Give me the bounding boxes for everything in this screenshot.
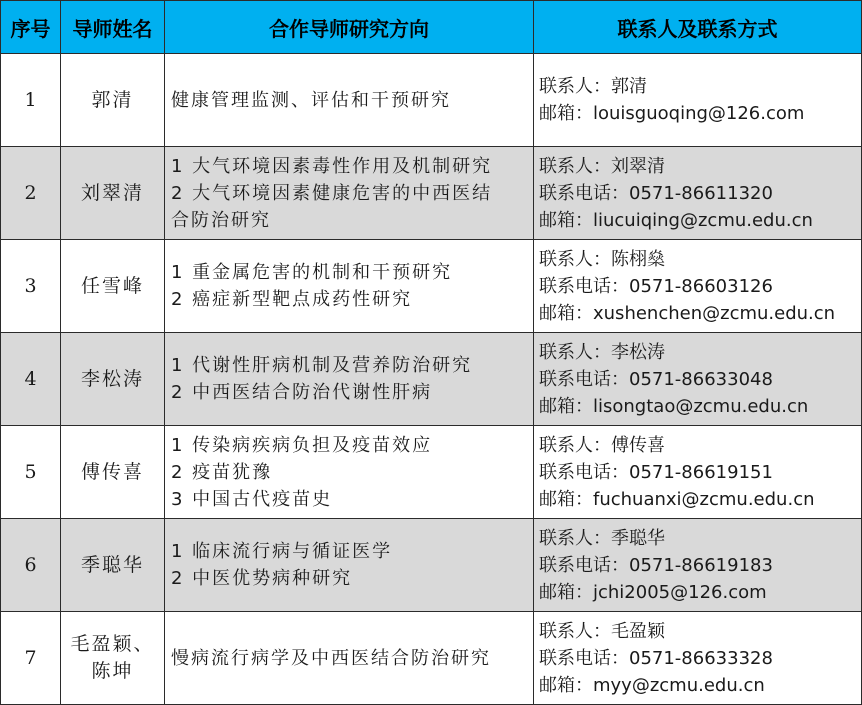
contact-info — [534, 147, 862, 240]
row-number: 5 — [1, 426, 61, 519]
research-direction — [165, 54, 534, 147]
table-row — [1, 519, 862, 612]
contact-line: 联系电话：0571-86619151 — [539, 461, 773, 483]
research-direction-line: 3 中国古代疫苗史 — [171, 488, 333, 510]
contact-line: 联系人：陈栩燊 — [539, 248, 665, 270]
table-body — [1, 54, 862, 705]
research-direction-line: 2 中医优势病种研究 — [171, 568, 353, 589]
header-name: 导师姓名 — [61, 1, 165, 54]
contact-line: 联系电话：0571-86603126 — [539, 275, 773, 297]
supervisor-name — [61, 426, 165, 519]
research-direction — [165, 333, 534, 426]
row-number: 4 — [1, 333, 61, 426]
contact-info — [534, 612, 862, 705]
supervisor-name-line: 陈坤 — [91, 660, 134, 682]
contact-line: 邮箱：fuchuanxi@zcmu.edu.cn — [539, 488, 815, 510]
supervisor-name-line: 季聪华 — [80, 553, 144, 576]
research-direction-line: 1 代谢性肝病机制及营养防治研究 — [171, 355, 473, 376]
contact-line: 邮箱：myy@zcmu.edu.cn — [539, 674, 765, 696]
contact-info — [534, 519, 862, 612]
contact-line: 邮箱：jchi2005@126.com — [539, 581, 767, 603]
contact-line: 邮箱：louisguoqing@126.com — [539, 103, 805, 124]
contact-line: 邮箱：lisongtao@zcmu.edu.cn — [539, 395, 809, 417]
supervisor-name-line: 刘翠清 — [80, 181, 144, 204]
table-row — [1, 612, 862, 705]
contact-line: 联系人：李松涛 — [539, 341, 665, 363]
contact-line: 联系人：郭清 — [539, 76, 647, 97]
contact-line: 联系人：傅传喜 — [539, 434, 665, 456]
research-direction-line: 2 中西医结合防治代谢性肝病 — [171, 382, 433, 403]
contact-line: 联系人：刘翠清 — [539, 155, 665, 177]
research-direction — [165, 240, 534, 333]
research-direction — [165, 612, 534, 705]
row-number: 6 — [1, 519, 61, 612]
table-row — [1, 147, 862, 240]
contact-line: 联系电话：0571-86611320 — [539, 182, 773, 204]
research-direction-line: 1 临床流行病与循证医学 — [171, 541, 393, 562]
research-direction-line: 1 传染病疾病负担及疫苗效应 — [171, 434, 433, 456]
research-direction-line: 合防治研究 — [171, 209, 271, 231]
research-direction-line: 健康管理监测、评估和干预研究 — [171, 89, 451, 111]
supervisor-name — [61, 54, 165, 147]
supervisor-name — [61, 333, 165, 426]
contact-info — [534, 333, 862, 426]
supervisor-name — [61, 519, 165, 612]
supervisor-name-line: 毛盈颖、 — [70, 633, 155, 655]
supervisor-name — [61, 147, 165, 240]
research-direction-line: 2 疫苗犹豫 — [171, 461, 273, 483]
row-number: 2 — [1, 147, 61, 240]
contact-info — [534, 426, 862, 519]
contact-info — [534, 240, 862, 333]
table-row — [1, 426, 862, 519]
contact-line: 联系电话：0571-86619183 — [539, 554, 773, 576]
header-direction: 合作导师研究方向 — [165, 1, 534, 54]
supervisor-name-line: 傅传喜 — [80, 460, 144, 483]
row-number: 1 — [1, 54, 61, 147]
contact-line: 联系人：季聪华 — [539, 527, 665, 549]
research-direction-line: 1 重金属危害的机制和干预研究 — [171, 262, 453, 283]
header-contact: 联系人及联系方式 — [534, 1, 862, 54]
table-row — [1, 54, 862, 147]
research-direction — [165, 147, 534, 240]
research-direction-line: 1 大气环境因素毒性作用及机制研究 — [171, 155, 493, 177]
contact-line: 邮箱：liucuiqing@zcmu.edu.cn — [539, 209, 813, 231]
contact-line: 邮箱：xushenchen@zcmu.edu.cn — [539, 302, 836, 324]
research-direction — [165, 426, 534, 519]
research-direction-line: 2 大气环境因素健康危害的中西医结 — [171, 182, 493, 204]
row-number: 7 — [1, 612, 61, 705]
supervisor-name — [61, 240, 165, 333]
research-direction-line: 2 癌症新型靶点成药性研究 — [171, 289, 413, 310]
table-row — [1, 240, 862, 333]
contact-line: 联系电话：0571-86633048 — [539, 368, 773, 390]
row-number: 3 — [1, 240, 61, 333]
supervisor-name-line: 李松涛 — [80, 367, 144, 390]
supervisor-name-line: 任雪峰 — [80, 274, 144, 297]
table-row — [1, 333, 862, 426]
contact-line: 联系电话：0571-86633328 — [539, 647, 773, 669]
supervisor-name — [61, 612, 165, 705]
contact-line: 联系人：毛盈颖 — [539, 620, 665, 642]
contact-info — [534, 54, 862, 147]
research-direction-line: 慢病流行病学及中西医结合防治研究 — [171, 647, 491, 669]
header-no: 序号 — [1, 1, 61, 54]
research-direction — [165, 519, 534, 612]
supervisor-name-line: 郭清 — [91, 88, 134, 111]
header-row — [1, 1, 862, 54]
